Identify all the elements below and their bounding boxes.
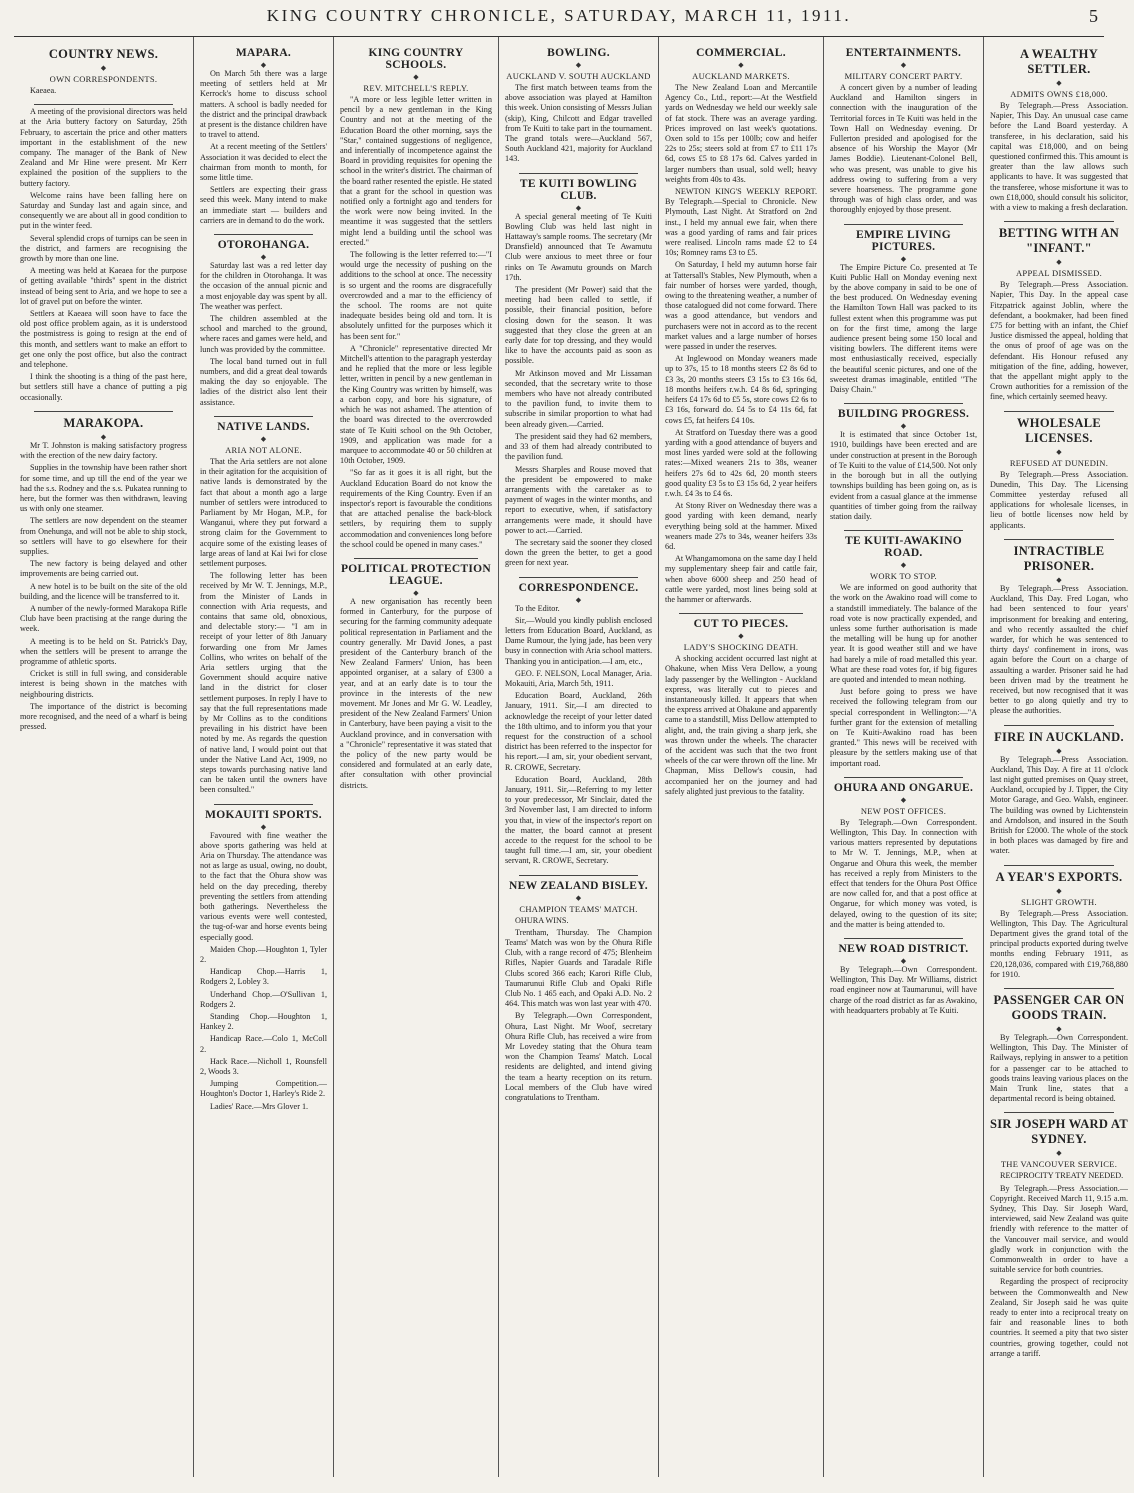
article-paragraph: OHURA WINS. bbox=[515, 915, 569, 925]
column-6 bbox=[824, 37, 984, 1477]
article-paragraph: RECIPROCITY TREATY NEEDED. bbox=[1000, 1171, 1124, 1181]
ornament-icon: ◆ bbox=[900, 254, 907, 263]
ornament-icon: ◆ bbox=[1056, 1149, 1062, 1158]
article-paragraph: A meeting of the provisional directors was held at the Aria buttery factory on Saturday, 25th February, to ascertain the price and other matters important in the establishment of the new company. The manager of the Bank of New Zealand and Mr Hine were present. Mr Kerr explained the position of the suppliers to the buttery factory. bbox=[20, 107, 187, 188]
article-paragraph: By Telegraph.—Press Association. Dunedin, This Day. The Licensing Committee yesterday refused all applications for wholesale licenses, in lieu of bottle licenses now held by applicants. bbox=[990, 469, 1128, 530]
ornament-icon: ◆ bbox=[413, 73, 419, 81]
article-paragraph: The first match between teams from the above association was played at Hamilton this week. Union consisting of Messrs Julian (skip), King, Chilcott and Edgar travelled from Te Kuiti to take part in the tournament. The grand totals were—Auckland 567, South Auckland 421, majority for Auckland 143. bbox=[505, 83, 652, 164]
article-paragraph: A new organisation has recently been formed in Canterbury, for the purpose of securing for the farming community adequate political representation in Parliament and the country generally. Mr David Jones, a past president of the Canterbury branch of the New Zealand Farmers' Union, has been appointed organiser, at a salary of £300 a year, and at an early date is to tour the province in the interests of the new movement. Mr Jones and Mr G. W. Leadley, president of the New Zealand Farmers' Union in Canterbury, have been paying a visit to the Auckland province, and in conversation with a "Chronicle" representative it was stated that the policy of the new party would be considered and formulated at an early date, after consultation with other provincial districts. bbox=[340, 596, 492, 790]
article-paragraph: The New Zealand Loan and Mercantile Agency Co., Ltd., report:—At the Westfield yards on Wednesday we held our weekly sale of fat stock. There was an average yarding. Prices improved on last week's quotations. Oxen sold to 15s per 100lb; cow and heifer 22s to 25s; steers sold at from £7 to £11 17s 6d, cows £5 to £8 17s 6d. Calves yarded in larger numbers than usual, sold well; heavy weights from 40s to 43s. bbox=[665, 83, 817, 184]
article-headline: OHURA AND ONGARUE. bbox=[833, 781, 974, 794]
column-4 bbox=[499, 37, 659, 1477]
article-paragraph: On Saturday, I held my autumn horse fair at Tattersall's Stables, New Plymouth, when a fair number of horses were yarded, though, owing to the threatening weather, a number of those catalogued did not come forward. There was a good attendance, but vendors and purchasers were not in accord as to the recent market values and a large number of horses were passed in under the reserves. bbox=[665, 260, 817, 352]
article-subhead: LADY'S SHOCKING DEATH. bbox=[683, 642, 799, 653]
article-paragraph: Underhand Chop.—O'Sullivan 1, Rodgers 2. bbox=[200, 989, 327, 1009]
article-subhead: ARIA NOT ALONE. bbox=[225, 444, 302, 455]
article bbox=[200, 416, 327, 796]
ornament-icon: ◆ bbox=[1056, 575, 1062, 584]
article-paragraph: Just before going to press we have received the following telegram from our special correspondent in Wellington:—"A further grant for the extension of metalling on Te Kuiti-Awakino road has been granted." This news will be received with pleasure by the settlers making use of that important road. bbox=[830, 687, 977, 768]
article-paragraph: "So far as it goes it is all right, but the Auckland Education Board do not know the requirements of the King Country. Even if an inspector's report is favourable the conditions that are attached penalise the back-block settlers, by requiring them to supply accommodation and conveniences long before the school could be opened in many cases." bbox=[340, 468, 492, 549]
article-paragraph: By Telegraph.—Press Association.—Copyright. Received March 11, 9.15 a.m. Sydney, This Day. Sir Joseph Ward, interviewed, said New Zealand was quite friendly with reference to the matter of the Vancouver mail service, and would gladly work in conjunction with the Commonwealth in order to have a suitable service for both countries. bbox=[990, 1183, 1128, 1275]
article-paragraph: That the Aria settlers are not alone in their agitation for the acquisition of native lands is demonstrated by the fact that about a month ago a large number of settlers were introduced to Parliament by Mr Hogan, M.P., for Wanganui, where they put forward a strong claim for the Government to acquire some of the existing leases of large areas of land at Kai Iwi for close settlement purposes. bbox=[200, 456, 327, 568]
ornament-icon: ◆ bbox=[100, 64, 107, 72]
article-headline: MOKAUITI SPORTS. bbox=[205, 808, 322, 821]
ornament-icon: ◆ bbox=[900, 957, 907, 965]
article bbox=[340, 558, 492, 791]
article bbox=[665, 613, 817, 797]
article-divider bbox=[1004, 411, 1114, 412]
article bbox=[990, 539, 1128, 717]
ornament-icon: ◆ bbox=[900, 795, 907, 804]
article-paragraph: We are informed on good authority that the work on the Awakino road will come to a standstill immediately. The balance of the road vote is now practically expended, and unless some further authorisation is made the metalling will be hung up for another year. It is good weather still and we have had barely a mile of road metalled this year. What are these road votes for, if big figures are quoted and intended to mean nothing. bbox=[830, 583, 977, 684]
article-paragraph: At Stony River on Wednesday there was a good yarding with keen demand, nearly everything being sold at the hammer. Mixed weaners made 27s to 34s, weaner heifers 33s 6d. bbox=[665, 501, 817, 551]
masthead bbox=[14, 6, 1104, 37]
article-paragraph: Handicap Race.—Colo 1, McColl 2. bbox=[200, 1034, 327, 1054]
article-divider bbox=[679, 613, 803, 614]
article-paragraph: The Empire Picture Co. presented at Te Kuiti Public Hall on Monday evening next by the above company in said to be one of the best produced. On Wednesday evening the Hamilton Town Hall was packed to its fullest extent when this programme was put on for the first time, among the large audience present being some 150 local and visiting bowlers. The different items were most enthusiastically received, especially the beautiful scenic pictures, and one of the sweetest dramas imaginable, entitled "The Daisy Chain." bbox=[830, 262, 977, 395]
article-paragraph: At Inglewood on Monday weaners made up to 37s, 15 to 18 months steers £2 8s 6d to £3 3s, 20 months steers £3 15s to £3 16s 6d, 18 months heifers r.w.h. £4 8s 6d, springing heifers £4 17s 6d to £5 5s, store cows £2 6s to £3 16s, forward do. £4 5s to £4 11s 6d, fat cows £5, fat heifers £4 10s. bbox=[665, 354, 817, 425]
article bbox=[990, 411, 1128, 531]
column-5 bbox=[659, 37, 824, 1477]
article-subhead: OWN CORRESPONDENTS. bbox=[49, 74, 158, 84]
article-paragraph: Hack Race.—Nicholl 1, Rounsfell 2, Woods 3. bbox=[200, 1056, 327, 1077]
article-paragraph: Cricket is still in full swing, and considerable interest is being shown in the matches with neighbouring districts. bbox=[20, 669, 187, 699]
article bbox=[830, 403, 977, 522]
article bbox=[20, 411, 187, 732]
article-divider bbox=[1004, 539, 1114, 540]
article-headline: INTRACTIBLE PRISONER. bbox=[1013, 543, 1105, 573]
article-divider bbox=[844, 224, 963, 225]
article-headline: BETTING WITH AN "INFANT." bbox=[998, 226, 1120, 256]
article bbox=[505, 173, 652, 569]
article-paragraph: The president (Mr Power) said that the meeting had been called to settle, if possible, their financial position, before closing down for the season. It was suggested that they close the green at an early date for top dressing, and they would like to have the accounts paid as soon as possible. bbox=[505, 285, 652, 366]
article-paragraph: By Telegraph.—Press Association. Napier, This Day. An unusual case came before the Land Board yesterday. A transferee, in his declaration, said his capital was £18,000, and on being questioned confirmed this. This amount is greater than the law allows such applicants to have. It was suggested that the transferee, whose misfortune it was to own £18,000, should consult his solicitor, with a view to making a fresh declaration. bbox=[990, 101, 1128, 213]
ornament-icon: ◆ bbox=[260, 253, 267, 262]
article-paragraph: It is estimated that since October 1st, 1910, buildings have been erected and are under construction at present in the Borough of Te Kuiti to the value of £14,500. Not only in the borough but in all the outlying townships building has been going on, as is evident from a casual glance at the immense quantities of timber going from the railway station daily. bbox=[830, 430, 977, 521]
ornament-icon: ◆ bbox=[260, 822, 267, 831]
article-divider bbox=[844, 938, 963, 939]
article bbox=[665, 47, 817, 605]
ornament-icon: ◆ bbox=[900, 422, 907, 431]
article-paragraph: Jumping Competition.—Houghton's Doctor 1, Harley's Ride 2. bbox=[200, 1079, 327, 1099]
column-7 bbox=[984, 37, 1134, 1477]
article-divider bbox=[214, 234, 313, 235]
article-paragraph: The following is the letter referred to:—"I would urge the necessity of pushing on the additions to the school at once. The necessity is so urgent and the rooms are disgracefully overcrowded and a mar to the efficiency of the school. The rooms are not quite inadequate besides being old and torn. It is absolutely unfitted for the purposes which it has been sent for." bbox=[340, 250, 492, 341]
article-paragraph: A shocking accident occurred last night at Ohakune, when Miss Vera Dellow, a young lady passenger by the Wellington - Auckland express, was literally cut to pieces and instantaneously killed. It appears that when the express arrived at Ohakune and apparently came to a standstill, Miss Dellow attempted to alight, and, the train giving a sharp jerk, she was thrown under the wheels. The character of the accident was such that the two front wheels of the car were thrown off the line. Mr Chapman, Miss Dellow's cousin, had accompanied her on the journey and had safely alighted just previous to the fatality. bbox=[665, 654, 817, 796]
article-paragraph: A concert given by a number of leading Auckland and Hamilton singers in connection with the inauguration of the Territorial forces in Te Kuiti was held in the Town Hall on Wednesday evening. Dr Fullerton presided and apologised for the absence of his Worship the Mayor (Mr James Boddie). Lieutenant-Colonel Bell, who was present, was unable to give his address owing to suffering from a very severe hoarseness. The programme gone through was of high class order, and was thoroughly enjoyed by those present. bbox=[830, 83, 977, 215]
article-paragraph: Welcome rains have been falling here on Saturday and Sunday last and again since, and consequently we are about all in good condition to put in the winter feed. bbox=[20, 190, 187, 231]
ornament-icon: ◆ bbox=[575, 203, 582, 212]
article bbox=[505, 577, 652, 867]
article-divider bbox=[34, 104, 173, 105]
article-paragraph: Sir,—Would you kindly publish enclosed letters from Education Board, Auckland, as Dame Rumour, the lying jade, has been very busy in connection with Aria school matters. Thanking you in anticipation.—I am, etc., bbox=[505, 615, 652, 666]
article-divider bbox=[1004, 865, 1114, 866]
ornament-icon: ◆ bbox=[1056, 258, 1062, 267]
article-paragraph: By Telegraph.—Own Correspondent. Wellington, This Day. In connection with various matters represented by deputations to Mr W. T. Jennings, M.P., when at Ongarue and Ohura this week, the member has received a reply from Ministers to the effect that tenders for the Ohura Post Office are now called for, and that a post office at Ongarue, for which money was voted, is delayed, owing to the question of its site; and the matter is being attended to. bbox=[830, 817, 977, 929]
article-paragraph: A number of the newly-formed Marakopa Rifle Club have been practising at the range during the week. bbox=[20, 603, 187, 634]
article bbox=[990, 865, 1128, 980]
ornament-icon: ◆ bbox=[413, 588, 419, 597]
article-paragraph: To the Editor. bbox=[515, 603, 560, 613]
article bbox=[200, 804, 327, 1112]
article-paragraph: Education Board, Auckland, 28th January, 1911. Sir,—Referring to my letter to your predecessor, Mr Sinclair, dated the 3rd November last, I am directed to inform you that, in view of the inspector's report on the matter, the board cannot at present accede to the request for the school to be taught full time.—I am, sir, your obedient servant, R. CROWE, Secretary. bbox=[505, 774, 652, 866]
masthead-title: KING COUNTRY CHRONICLE, SATURDAY, MARCH 11, 1911. bbox=[266, 6, 852, 25]
article-paragraph: Education Board, Auckland, 26th January, 1911. Sir,—I am directed to acknowledge the receipt of your letter dated the 18th ultimo, and to inform you that your request for the construction of a school district has been referred to the inspector for his report.—I am, sir, your obedient servant, R. CROWE, Secretary. bbox=[505, 691, 652, 772]
article-headline: POLITICAL PROTECTION LEAGUE. bbox=[340, 562, 492, 587]
column-3 bbox=[334, 37, 499, 1477]
article-paragraph: At Whangamomona on the same day I held my supplementary sheep fair and cattle fair, when above 6000 sheep and 250 head of cattle were yarded, most lines being sold at the hammer or afterwards. bbox=[665, 554, 817, 604]
article-subhead: NEW POST OFFICES. bbox=[860, 805, 947, 816]
article-paragraph: The following letter has been received by Mr W. T. Jennings, M.P., from the Minister of Lands in connection with Aria requests, and contains that same old, obnoxious, and delectable story:— "I am in receipt of your letter of 8th January forwarding one from Mr James Collins, who writes on behalf of the Aria settlers urging that the Government should acquire native land in the district for closer settlement purposes. In reply I have to say that the full representations made by Mr Collins as to the conditions prevailing in his district have been noted by me. As regards the question of native land, I would point out that under the Native Land Act, 1909, no steps towards purchasing native land can be taken until the owners have been consulted." bbox=[200, 571, 327, 795]
article-divider bbox=[519, 875, 638, 876]
article-paragraph: A meeting is to be held on St. Patrick's Day, when the settlers will be present to arrange the programme of athletic sports. bbox=[20, 636, 187, 666]
article bbox=[830, 47, 977, 216]
article-headline: CUT TO PIECES. bbox=[693, 618, 789, 631]
article-divider bbox=[1004, 1112, 1114, 1113]
article-paragraph: Settlers at Kaeaea will soon have to face the old post office problem again, as it is understood the postmistress is going to resign at the end of this month, and settlers want to make an effort to get one only the post office, but also the contract and telephone. bbox=[20, 309, 187, 370]
ornament-icon: ◆ bbox=[575, 893, 582, 902]
ornament-icon: ◆ bbox=[575, 61, 582, 69]
article-headline: EMPIRE LIVING PICTURES. bbox=[856, 228, 951, 253]
article-headline: COUNTRY NEWS. bbox=[48, 47, 159, 61]
article-paragraph: The children assembled at the school and marched to the ground, where races and games were held, and lunch was provided by the committee. bbox=[200, 314, 327, 354]
article-paragraph: Standing Chop.—Houghton 1, Hankey 2. bbox=[200, 1012, 327, 1032]
article-paragraph: "A more or less legible letter written in pencil by a new gentleman in the King Country and not at the meeting of the Education Board the other morning, says the "Star," contained suggestions of negligence, and inferentially of incompetence against the Board in providing requisites for opening the school in the writer's district. The chairman of the board rather resented the epistle. He stated that a grant for the school in question was notified only a fortnight ago and tenders for the work were now being invited. In the meantime it was suggested that the settlers might lend a building until the school was erected." bbox=[340, 95, 492, 247]
ornament-icon: ◆ bbox=[260, 434, 267, 443]
article-paragraph: Several splendid crops of turnips can be seen in the district, and farmers are recognising the growth by more than one line. bbox=[20, 233, 187, 264]
article-subhead: MILITARY CONCERT PARTY. bbox=[844, 71, 963, 81]
ornament-icon: ◆ bbox=[900, 561, 907, 570]
article-paragraph: Trentham, Thursday. The Champion Teams' Match was won by the Ohura Rifle Club, with a range record of 475; Blenheim Rifles, Napier Guards and Taradale Rifle Clubs scored 366 each; Karori Rifle Club, Taumarunui Rifle Club and Opaki Rifle Club No. 1 465 each, and Opaki A.D. No. 2 464. This match was won last year with 470. bbox=[505, 927, 652, 1009]
article bbox=[990, 725, 1128, 857]
article bbox=[830, 530, 977, 769]
article-paragraph: NEWTON KING'S WEEKLY REPORT. By Telegraph.—Special to Chronicle. New Plymouth, Last Night. At Stratford on 2nd inst., I held my annual ewe fair, when there was a good yarding of rams and fair prices were realised. Lincoln rams made £2 to £4 10s; Romney rams £3 to £5. bbox=[665, 187, 817, 258]
article-paragraph: Favoured with fine weather the above sports gathering was held at Aria on Thursday. The attendance was not as large as usual, owing, no doubt, to the fact that the Ohura show was held on the day preceding, thereby preventing the settlers from attending both gatherings. Nevertheless the various events were well contested, the tug-of-war and horse events being especially good. bbox=[200, 830, 327, 942]
article-subhead: THE VANCOUVER SERVICE. bbox=[1000, 1159, 1118, 1170]
article-headline: NEW ROAD DISTRICT. bbox=[838, 943, 969, 955]
article-divider bbox=[844, 777, 963, 778]
article bbox=[340, 47, 492, 550]
article-paragraph: The secretary said the sooner they closed down the green the better, to get a good green for next year. bbox=[505, 537, 652, 568]
article bbox=[505, 875, 652, 1104]
article-paragraph: Settlers are expecting their grass seed this week. Many intend to make an immediate start — builders and carriers are in demand to do the work. bbox=[200, 185, 327, 225]
ornament-icon: ◆ bbox=[738, 632, 744, 641]
ornament-icon: ◆ bbox=[1056, 447, 1062, 456]
article-headline: TE KUITI-AWAKINO ROAD. bbox=[845, 535, 962, 560]
columns bbox=[14, 37, 1128, 1477]
article-paragraph: On March 5th there was a large meeting of settlers held at Mr Kerrock's home to discuss school matters. A school is badly needed for the district and the principal drawback at present is the distance children have to travel to attend. bbox=[200, 69, 327, 140]
article bbox=[830, 938, 977, 1016]
article-headline: ENTERTAINMENTS. bbox=[845, 47, 962, 59]
article-paragraph: GEO. F. NELSON, Local Manager, Aria. Mokauiti, Aria, March 5th, 1911. bbox=[505, 668, 652, 688]
ornament-icon: ◆ bbox=[1056, 746, 1062, 755]
article-subhead: REV. MITCHELL'S REPLY. bbox=[363, 83, 469, 93]
article-divider bbox=[844, 530, 963, 531]
article-paragraph: The settlers are now dependent on the steamer from Onehunga, and will not be able to ship stock, so settlers will have to go elsewhere for their supplies. bbox=[20, 516, 187, 556]
article-divider bbox=[214, 804, 313, 805]
article bbox=[20, 47, 187, 96]
article-headline: A WEALTHY SETTLER. bbox=[1019, 47, 1099, 76]
article-headline: SIR JOSEPH WARD AT SYDNEY. bbox=[990, 1117, 1128, 1147]
article bbox=[830, 777, 977, 930]
article-paragraph: By Telegraph.—Press Association. Wellington, This Day. The Agricultural Department gives the grand total of the principal products exported during twelve months ending February 1911, as £20,128,036, compared with £19,768,880 for 1910. bbox=[990, 908, 1128, 979]
article-subhead: AUCKLAND MARKETS. bbox=[692, 71, 790, 81]
article-paragraph: At a recent meeting of the Settlers' Association it was decided to elect the chairman from month to month, for some little time. bbox=[200, 142, 327, 183]
ornament-icon: ◆ bbox=[100, 432, 107, 441]
article bbox=[990, 1112, 1128, 1359]
article-paragraph: Supplies in the township have been rather short for some time, and up till the end of the year we had the s.s. Rodney and the s.s. Pukatea running to here, but the former was then withdrawn, leaving us with only one steamer. bbox=[20, 463, 187, 514]
article-subhead: APPEAL DISMISSED. bbox=[1015, 268, 1103, 279]
article-divider bbox=[354, 558, 478, 559]
ornament-icon: ◆ bbox=[1056, 886, 1062, 895]
article-headline: BUILDING PROGRESS. bbox=[837, 408, 970, 421]
article-headline: BOWLING. bbox=[547, 47, 610, 59]
article-subhead: AUCKLAND V. SOUTH AUCKLAND bbox=[506, 71, 651, 81]
article bbox=[990, 221, 1128, 402]
article-paragraph: Ladies' Race.—Mrs Glover 1. bbox=[210, 1101, 309, 1111]
article-paragraph: The importance of the district is becoming more recognised, and the need of a wharf is being pressed. bbox=[20, 701, 187, 732]
ornament-icon: ◆ bbox=[738, 61, 744, 69]
ornament-icon: ◆ bbox=[260, 61, 267, 69]
article-headline: COMMERCIAL. bbox=[696, 47, 786, 59]
article-divider bbox=[1004, 221, 1114, 222]
article-headline: KING COUNTRY SCHOOLS. bbox=[368, 47, 464, 71]
article-headline: NATIVE LANDS. bbox=[217, 420, 310, 433]
article-paragraph: By Telegraph.—Own Correspondent. Wellington, This Day. The Minister of Railways, replying in answer to a petition for a passenger car to be attached to goods trains leaving various places on the Main Trunk line, states that a departmental record is being obtained. bbox=[990, 1032, 1128, 1104]
article-headline: OTOROHANGA. bbox=[217, 239, 310, 252]
article-divider bbox=[214, 416, 313, 417]
article-paragraph: Kaeaea. bbox=[30, 86, 57, 95]
article-headline: A YEAR'S EXPORTS. bbox=[995, 869, 1123, 884]
article-subhead: ADMITS OWNS £18,000. bbox=[1010, 89, 1108, 99]
article bbox=[20, 104, 187, 403]
ornament-icon: ◆ bbox=[1056, 1024, 1062, 1033]
article-paragraph: By Telegraph.—Own Correspondent, Ohura, Last Night. Mr Woof, secretary Ohura Rifle Club, has received a wire from Mr Lovedey stating that the Ohura team won the Champion Teams' Match. Local residents are delighted, and intend giving the team a hearty reception on its return. Local members of the Club have wired congratulations to Trentham. bbox=[505, 1011, 652, 1103]
article-paragraph: Maiden Chop.—Houghton 1, Tyler 2. bbox=[200, 944, 327, 965]
article-paragraph: A special general meeting of Te Kuiti Bowling Club was held last night in Hattaway's sample rooms. The secretary (Mr Dransfield) announced that Te Awamutu Club were anxious to meet three or four rinks on Te Awamutu grounds on March 17th. bbox=[505, 211, 652, 282]
article-divider bbox=[1004, 725, 1114, 726]
article-paragraph: At Stratford on Tuesday there was a good yarding with a good attendance of buyers and most lines yarded were sold at the following rates:—Mixed weaners 21s to 38s, weaner heifers 27s 6d to 42s 6d, 20 month steers good quality £3 5s to £3 15s 6d, 2 year heifers r.w.h. £4 3s to £4 6s. bbox=[665, 427, 817, 498]
article-paragraph: By Telegraph.—Press Association. Auckland, This Day. Fred Logan, who had been sentenced to four years' imprisonment for breaking and entering, and who recently assaulted the chief warder, for which he was sentenced to thirty days' confinement in irons, was again before the Court on a charge of assaulting a warder. Prisoner said he had been driven mad by the treatment he received, but now recognised that it was better to go along quietly and try to please the authorities. bbox=[990, 583, 1128, 716]
article-headline: TE KUITI BOWLING CLUB. bbox=[519, 177, 638, 202]
article-subhead: SLIGHT GROWTH. bbox=[1021, 896, 1097, 907]
article-paragraph: By Telegraph.—Own Correspondent. Wellington, This Day. Mr Williams, district road engineer now at Taumarunui, will have charge of the road district as far as Awakino, with headquarters probably at Te Kuiti. bbox=[830, 965, 977, 1015]
article-divider bbox=[519, 577, 638, 578]
article-divider bbox=[34, 411, 173, 412]
article-headline: NEW ZEALAND BISLEY. bbox=[509, 879, 648, 892]
article-headline: CORRESPONDENCE. bbox=[518, 581, 639, 594]
article-paragraph: Messrs Sharples and Rouse moved that the president be empowered to make arrangements with the caretaker as to payment of wages in the winter months, and report to executive, when, if satisfactory arrangements were made, it should have power to act.—Carried. bbox=[505, 464, 652, 535]
article-headline: MAPARA. bbox=[235, 47, 292, 59]
article-headline: WHOLESALE LICENSES. bbox=[1017, 415, 1101, 445]
article bbox=[990, 47, 1128, 213]
article-paragraph: A new hotel is to be built on the site of the old building, and the licence will be transferred to it. bbox=[20, 581, 187, 601]
article-subhead: REFUSED AT DUNEDIN. bbox=[1009, 457, 1109, 468]
article-paragraph: Regarding the prospect of reciprocity between the Commonwealth and New Zealand, Sir Joseph said he was quite ready to enter into a reciprocal treaty on fair and reasonable lines to both countries. It seemed a pity that two sister countries, growing together, could not arrange a tariff. bbox=[990, 1277, 1128, 1358]
article-subhead: WORK TO STOP. bbox=[870, 571, 937, 582]
article-divider bbox=[1004, 988, 1114, 989]
page-number: 5 bbox=[1089, 6, 1098, 26]
article bbox=[830, 224, 977, 396]
article-divider bbox=[519, 173, 638, 174]
article-paragraph: A "Chronicle" representative directed Mr Mitchell's attention to the paragraph yesterday and he replied that the more or less legible letter, written in pencil by a new gentleman in the King Country was written by himself, was a carbon copy, and bore his signature, of which he was not ashamed. The attention of the board was directed to the overcrowded state of Te Kuiti school on the 9th October, 1909, and application was made for a marquee to accommodate 40 or 50 children at 10th October, 1909. bbox=[340, 343, 492, 466]
article-paragraph: Handicap Chop.—Harris 1, Rodgers 2, Lobley 3. bbox=[200, 967, 327, 987]
ornament-icon: ◆ bbox=[900, 61, 907, 69]
article-divider bbox=[844, 403, 963, 404]
article-paragraph: The local band turned out in full numbers, and did a great deal towards making the day so enjoyable. The ladies of the district also lent their assistance. bbox=[200, 356, 327, 407]
article-paragraph: The president said they had 62 members, and 33 of them had already contributed to the pavilion fund. bbox=[505, 431, 652, 462]
article-subhead: CHAMPION TEAMS' MATCH. bbox=[519, 903, 638, 914]
article-paragraph: By Telegraph.—Press Association. Auckland, This Day. A fire at 11 o'clock last night gutted premises on Quay street, Auckland, occupied by J. Tipper, the City Motor Garage, and Geo. Walsh, engineer. The building was owned by Lichtenstein and Arndolson, and insured in the South British for £2000. The whole of the stock in both places was damaged by fire and water. bbox=[990, 754, 1128, 856]
article bbox=[990, 988, 1128, 1104]
article-paragraph: Mr Atkinson moved and Mr Lissaman seconded, that the secretary write to those members who have not already contributed to the pavilion fund, to invite them to subscribe in similar proportion to what had been already given.—Carried. bbox=[505, 368, 652, 429]
ornament-icon: ◆ bbox=[1056, 79, 1062, 87]
article-paragraph: A meeting was held at Kaeaea for the purpose of getting available "thirds" spent in the district instead of being sent to Aria, and we hope to see a lot of gravel put on before the winter. bbox=[20, 266, 187, 306]
article-headline: PASSENGER CAR ON GOODS TRAIN. bbox=[993, 992, 1125, 1022]
column-1 bbox=[14, 37, 194, 1477]
article-paragraph: Saturday last was a red letter day for the children in Otorohanga. It was the occasion of the annual picnic and a most enjoyable day was spent by all. The weather was perfect. bbox=[200, 261, 327, 311]
article bbox=[200, 234, 327, 408]
article-paragraph: Mr T. Johnston is making satisfactory progress with the erection of the new dairy factory. bbox=[20, 440, 187, 461]
article-paragraph: The new factory is being delayed and other improvements are being carried out. bbox=[20, 559, 187, 579]
article-paragraph: By Telegraph.—Press Association. Napier, This Day. In the appeal case Fitzpatrick against Joblin, where the defendant, a bookmaker, had been fined £75 for betting with an infant, the Chief Justice dismissed the appeal, holding that the onus of proof of age was on the defendant. His Honour refused any mitigation of the fine, adding, however, that the appellant might apply to the Crown authorities for a remission of the fine, which certainly seemed heavy. bbox=[990, 280, 1128, 402]
column-2 bbox=[194, 37, 334, 1477]
article bbox=[200, 47, 327, 226]
article-headline: MARAKOPA. bbox=[63, 415, 144, 430]
article-paragraph: I think the shooting is a thing of the past here, but settlers still have a chance of putting a pig occasionally. bbox=[20, 372, 187, 402]
article-headline: FIRE IN AUCKLAND. bbox=[994, 729, 1124, 744]
article bbox=[505, 47, 652, 165]
ornament-icon: ◆ bbox=[575, 595, 582, 604]
